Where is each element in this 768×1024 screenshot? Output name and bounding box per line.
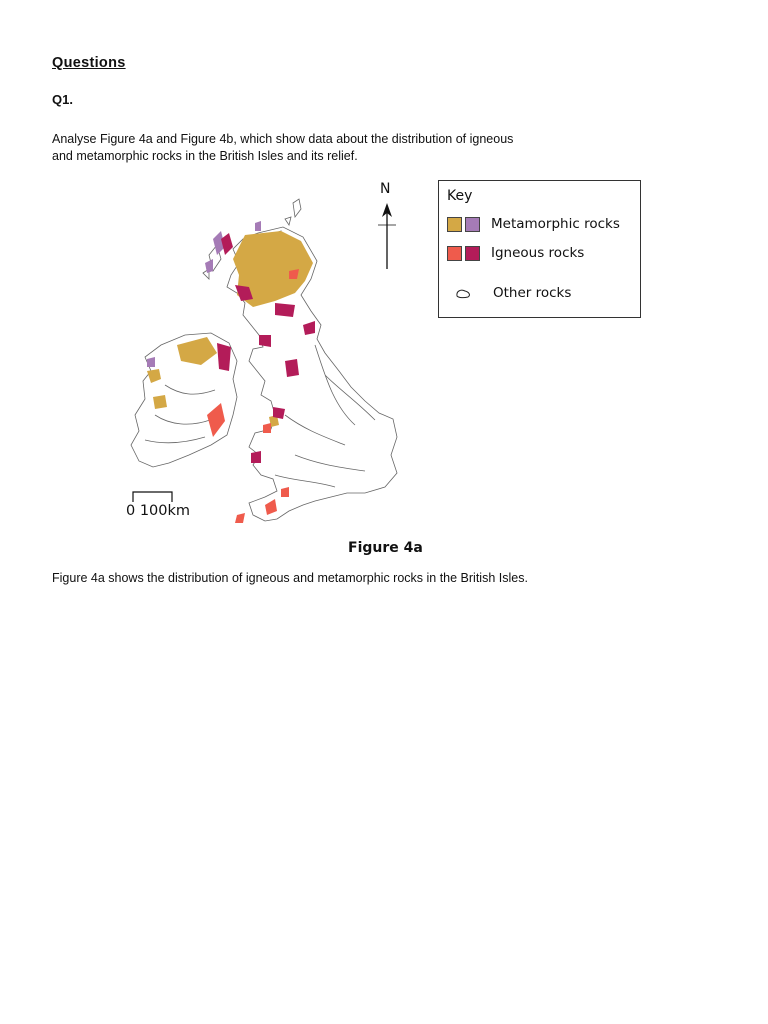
north-arrow <box>375 181 399 271</box>
metamorphic-label: Metamorphic rocks <box>491 216 620 232</box>
figure-4a <box>125 175 645 560</box>
key-row-other <box>447 285 571 301</box>
north-arrow-icon <box>375 181 399 271</box>
questions-heading: Questions <box>52 55 126 71</box>
key-title: Key <box>447 188 473 204</box>
british-isles-map <box>125 175 415 535</box>
question-intro <box>52 131 612 165</box>
igneous-label: Igneous rocks <box>491 245 585 261</box>
scale-bar <box>125 488 215 528</box>
other-rocks-label: Other rocks <box>493 285 572 301</box>
key-row-igneous <box>447 245 584 261</box>
metamorphic-swatch-purple <box>465 217 480 232</box>
north-label: N <box>380 181 391 197</box>
map-key <box>438 180 641 318</box>
question-number: Q1. <box>52 92 73 107</box>
figure-description: Figure 4a shows the distribution of igneous and metamorphic rocks in the British Isles. <box>52 571 528 585</box>
other-rocks-outline-icon <box>447 286 477 300</box>
scale-label: 0 100km <box>126 503 191 519</box>
metamorphic-swatch-gold <box>447 217 462 232</box>
intro-line-2: and metamorphic rocks in the British Isles and its relief. <box>52 149 358 163</box>
igneous-swatch-crimson <box>465 246 480 261</box>
key-row-metamorphic <box>447 216 620 232</box>
intro-line-1: Analyse Figure 4a and Figure 4b, which show data about the distribution of igneous <box>52 132 514 146</box>
scale-bar-line <box>132 490 182 504</box>
igneous-swatch-red <box>447 246 462 261</box>
figure-caption: Figure 4a <box>348 540 423 556</box>
